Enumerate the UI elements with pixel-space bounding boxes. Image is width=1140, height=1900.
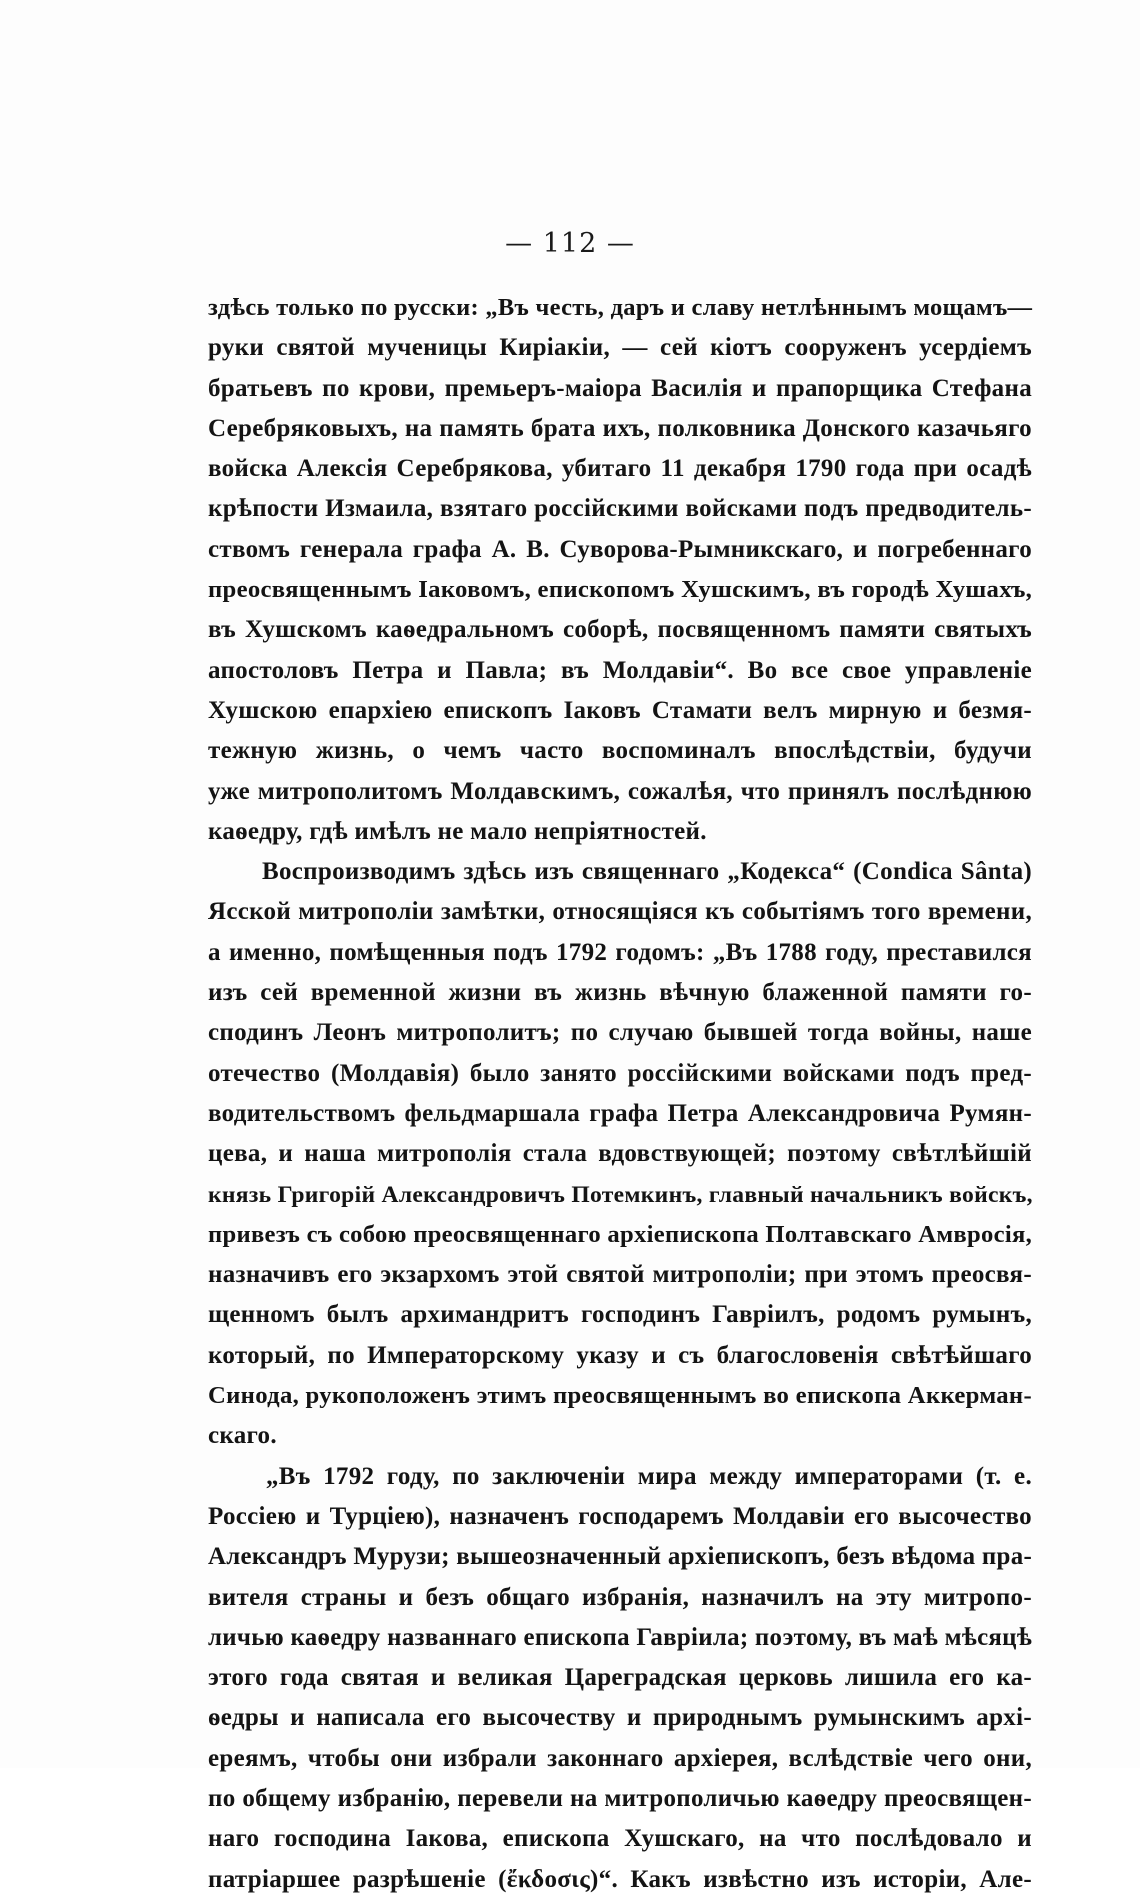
paragraph-start-line: Воспроизводимъ здѣсь изъ священнаго „Кодекса“ (Condica Sânta) bbox=[262, 858, 1033, 886]
text-line: крѣпости Измаила, взятаго россійскими войсками подъ предводитель- bbox=[208, 495, 1033, 523]
text-line: щенномъ былъ архимандритъ господинъ Гавріилъ, родомъ румынъ, bbox=[208, 1301, 1032, 1329]
text-line: привезъ съ собою преосвященнаго архіепископа Полтавскаго Амвросія, bbox=[208, 1220, 1033, 1248]
text-line: уже митрополитомъ Молдавскимъ, сожалѣя, что принялъ послѣднюю bbox=[208, 777, 1033, 805]
text-line: назначивъ его экзархомъ этой святой митрополіи; при этомъ преосвя- bbox=[208, 1261, 1032, 1289]
text-line: который, по Императорскому указу и съ благословенія свѣтѣйшаго bbox=[208, 1341, 1033, 1369]
body-text bbox=[208, 288, 1032, 1900]
text-line: въ Хушскомъ каѳедральномъ соборѣ, посвященномъ памяти святыхъ bbox=[208, 616, 1032, 644]
text-line: личью каѳедру названнаго епископа Гавріила; поэтому, въ маѣ мѣсяцѣ bbox=[208, 1623, 1033, 1651]
text-line: Ясской митрополіи замѣтки, относящіяся къ событіямъ того времени, bbox=[208, 898, 1033, 926]
page-number: — 112 — bbox=[505, 228, 635, 259]
text-line: Синода, рукоположенъ этимъ преосвященнымъ во епископа Аккерман- bbox=[208, 1382, 1032, 1410]
text-line: ереямъ, чтобы они избрали законнаго архіерея, вслѣдствіе чего они, bbox=[208, 1744, 1033, 1772]
text-line: преосвященнымъ Іаковомъ, епископомъ Хушскимъ, въ городѣ Хушахъ, bbox=[208, 576, 1033, 604]
text-line: сподинъ Леонъ митрополитъ; по случаю бывшей тогда войны, наше bbox=[208, 1019, 1033, 1047]
text-line: цева, и наша митрополія стала вдовствующей; поэтому свѣтлѣйшій bbox=[208, 1140, 1032, 1168]
text-line: каѳедру, гдѣ имѣлъ не мало непріятностей. bbox=[208, 817, 707, 845]
text-line: наго господина Іакова, епископа Хушскаго, на что послѣдовало и bbox=[208, 1825, 1032, 1853]
text-line: Серебряковыхъ, на память брата ихъ, полковника Донского казачьяго bbox=[208, 414, 1032, 442]
text-line: здѣсь только по русски: „Въ честь, даръ и славу нетлѣннымъ мощамъ— bbox=[208, 294, 1033, 321]
text-line: патріаршее разрѣшеніе (ἔκδοσις)“. Какъ извѣстно изъ исторіи, Але- bbox=[208, 1865, 1032, 1893]
paragraph-start-line: „Въ 1792 году, по заключеніи мира между императорами (т. е. bbox=[266, 1462, 1032, 1490]
text-line: этого года святая и великая Цареградская церковь лишила его ка- bbox=[208, 1664, 1032, 1692]
text-line: изъ сей временной жизни въ жизнь вѣчную блаженной памяти го- bbox=[208, 979, 1032, 1007]
text-line: руки святой мученицы Киріакіи, — сей кіотъ сооруженъ усердіемъ bbox=[208, 334, 1032, 362]
text-line: ѳедры и написала его высочеству и природнымъ румынскимъ архі- bbox=[208, 1704, 1032, 1732]
text-line: Хушскою епархіею епископъ Іаковъ Стамати велъ мирную и безмя- bbox=[208, 696, 1033, 724]
text-line: князь Григорій Александровичъ Потемкинъ, главный начальникъ войскъ, bbox=[208, 1181, 1033, 1208]
text-line: братьевъ по крови, премьеръ-маіора Василія и прапорщика Стефана bbox=[208, 374, 1032, 402]
text-line: скаго. bbox=[208, 1422, 277, 1450]
text-line: Россіею и Турціею), назначенъ господаремъ Молдавіи его высочество bbox=[208, 1502, 1032, 1530]
text-line: а именно, помѣщенныя подъ 1792 годомъ: „Въ 1788 году, преставился bbox=[208, 938, 1032, 966]
text-line: водительствомъ фельдмаршала графа Петра Александровича Румян- bbox=[208, 1099, 1032, 1127]
text-line: Александръ Мурузи; вышеозначенный архіепископъ, безъ вѣдома пра- bbox=[208, 1543, 1033, 1571]
text-line: войска Алексія Серебрякова, убитаго 11 декабря 1790 года при осадѣ bbox=[208, 455, 1032, 483]
text-line: ствомъ генерала графа А. В. Суворова-Рымникскаго, и погребеннаго bbox=[208, 535, 1033, 563]
text-line: тежную жизнь, о чемъ часто воспоминалъ впослѣдствіи, будучи bbox=[208, 737, 1032, 765]
text-line: апостоловъ Петра и Павла; въ Молдавіи“. Во все свое управленіе bbox=[208, 656, 1032, 684]
text-line: отечество (Молдавія) было занято россійскими войсками подъ пред- bbox=[208, 1059, 1033, 1087]
text-line: вителя страны и безъ общаго избранія, назначилъ на эту митропо- bbox=[208, 1583, 1032, 1611]
text-line: по общему избранію, перевели на митрополичью каѳедру преосвящен- bbox=[208, 1784, 1032, 1812]
